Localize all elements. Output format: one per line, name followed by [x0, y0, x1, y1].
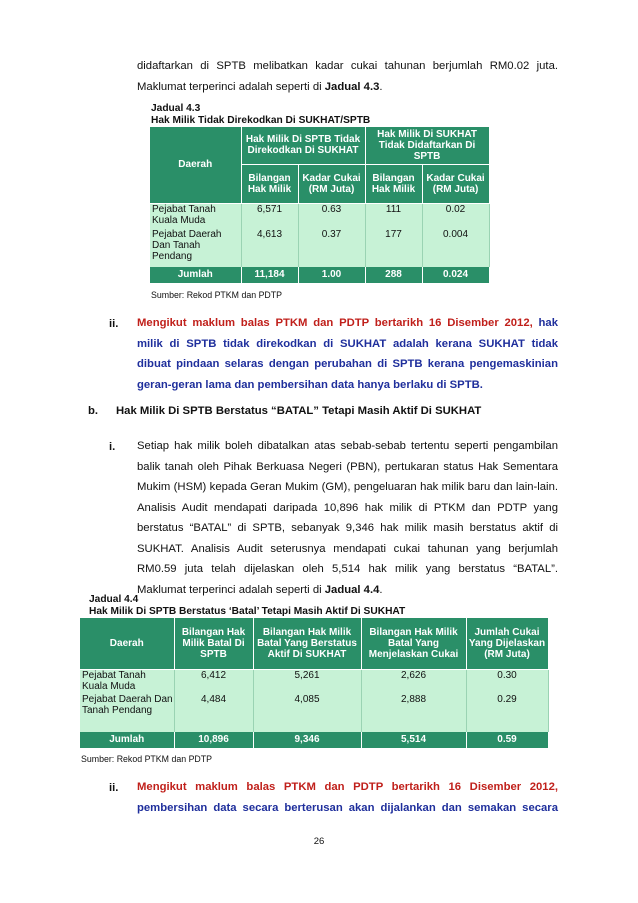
cell-value: 111: [365, 203, 422, 229]
intro-paragraph: [137, 56, 558, 97]
section-b-title: Hak Milik Di SPTB Berstatus “BATAL” Tetapi Masih Aktif Di SUKHAT: [116, 405, 482, 417]
cell-value: 6,571: [241, 203, 298, 229]
cell-value: 6,412: [174, 669, 253, 694]
item-ii-paragraph: [137, 313, 558, 395]
item-ii-marker: ii.: [109, 318, 119, 330]
total-value: 0.024: [422, 267, 489, 283]
cell-value: 2,626: [361, 669, 466, 694]
cell-daerah: Pejabat Daerah Dan Tanah Pendang: [150, 229, 241, 267]
table-4-4-title: Hak Milik Di SPTB Berstatus ‘Batal’ Tetapi Masih Aktif Di SUKHAT: [89, 606, 406, 617]
total-value: 10,896: [174, 732, 253, 748]
header-col-1: Bilangan Hak Milik Batal Di SPTB: [174, 618, 253, 669]
header-kadar-2: Kadar Cukai (RM Juta): [422, 164, 489, 203]
intro-line-2: Maklumat terperinci adalah seperti di Jadual 4.3.: [137, 80, 383, 93]
header-bilangan-2: Bilangan Hak Milik: [365, 164, 422, 203]
table-row: [150, 203, 489, 229]
table-ref-4-4[interactable]: Jadual 4.4: [324, 583, 380, 596]
table-4-3-caption: [151, 103, 370, 127]
item-i-paragraph: Setiap hak milik boleh dibatalkan atas sebab-sebab tertentu seperti pengambilan balik tanah oleh Pihak Berkuasa Negeri (PBN), pertukaran status Hak Sementara Mukim (HSM) kepada Geran Mukim (GM), pengeluaran hak milik baru dan lain-lain. Analisis Audit mendapati daripada 10,896 hak milik di PTKM dan PDTP yang berstatus “BATAL” di SPTB, sebanyak 9,346 hak milik masih berstatus aktif di SUKHAT. Analisis Audit seterusnya mendapati cukai tahunan yang berjumlah RM0.59 juta telah dijelaskan oleh 5,514 hak milik yang berstatus “BATAL”. Maklumat terperinci adalah seperti di Jadual 4.4.: [137, 440, 558, 596]
total-value: 5,514: [361, 732, 466, 748]
header-col-4: Jumlah Cukai Yang Dijelaskan (RM Juta): [466, 618, 548, 669]
total-value: 0.59: [466, 732, 548, 748]
cell-daerah: Pejabat Daerah Dan Tanah Pendang: [80, 694, 174, 732]
total-value: 11,184: [241, 267, 298, 283]
cell-value: 0.02: [422, 203, 489, 229]
header-daerah: Daerah: [150, 127, 241, 203]
item-ii-response: Mengikut maklum balas PTKM dan PDTP bertarikh 16 Disember 2012,: [137, 781, 558, 793]
cell-value: 4,613: [241, 229, 298, 267]
header-col-3: Bilangan Hak Milik Batal Yang Menjelaskan Cukai: [361, 618, 466, 669]
table-4-4: [80, 618, 549, 749]
page-number: 26: [313, 836, 325, 847]
intro-line-1: didaftarkan di SPTB melibatkan kadar cukai tahunan berjumlah RM0.02 juta.: [137, 60, 558, 72]
header-group-sukhat: Hak Milik Di SUKHAT Tidak Didaftarkan Di SPTB: [365, 127, 489, 164]
cell-value: 0.004: [422, 229, 489, 267]
cell-value: 2,888: [361, 694, 466, 732]
header-bilangan-1: Bilangan Hak Milik: [241, 164, 298, 203]
item-ii-finding: hak milik di SPTB tidak direkodkan di SUKHAT adalah kerana SUKHAT tidak dibuat pindaan selaras dengan perubahan di SPTB kerana pengemaskinian geran-geran lama dan pembersihan data hanya berlaku di SPTB.: [137, 317, 558, 391]
table-ref-4-3[interactable]: Jadual 4.3: [324, 80, 380, 93]
table-row: [80, 694, 548, 732]
table-4-4-number: Jadual 4.4: [89, 594, 139, 605]
table-4-3: [150, 127, 490, 284]
header-daerah: Daerah: [80, 618, 174, 669]
table-row: [80, 669, 548, 694]
header-col-2: Bilangan Hak Milik Batal Yang Berstatus Aktif Di SUKHAT: [253, 618, 361, 669]
total-value: 9,346: [253, 732, 361, 748]
table-total-row: [150, 267, 489, 283]
item-ii-paragraph: [137, 777, 558, 818]
cell-value: 0.63: [298, 203, 365, 229]
total-value: 1.00: [298, 267, 365, 283]
header-kadar-1: Kadar Cukai (RM Juta): [298, 164, 365, 203]
cell-value: 177: [365, 229, 422, 267]
cell-daerah: Pejabat Tanah Kuala Muda: [150, 203, 241, 229]
table-4-4-source: Sumber: Rekod PTKM dan PDTP: [81, 754, 213, 764]
item-ii-marker: ii.: [109, 782, 119, 794]
header-group-sptb: Hak Milik Di SPTB Tidak Direkodkan Di SUKHAT: [241, 127, 365, 164]
item-ii-response: Mengikut maklum balas PTKM dan PDTP bertarikh 16 Disember 2012,: [137, 317, 539, 329]
item-ii-finding: pembersihan data secara berterusan akan dijalankan dan semakan secara: [137, 801, 558, 814]
cell-value: 5,261: [253, 669, 361, 694]
table-4-3-number: Jadual 4.3: [151, 103, 201, 114]
cell-value: 0.30: [466, 669, 548, 694]
cell-value: 4,085: [253, 694, 361, 732]
section-b-marker: b.: [88, 405, 99, 417]
total-label: Jumlah: [150, 267, 241, 283]
total-value: 288: [365, 267, 422, 283]
cell-value: 0.29: [466, 694, 548, 732]
cell-value: 4,484: [174, 694, 253, 732]
table-4-3-title: Hak Milik Tidak Direkodkan Di SUKHAT/SPTB: [151, 115, 371, 126]
total-label: Jumlah: [80, 732, 174, 748]
table-4-3-source: Sumber: Rekod PTKM dan PDTP: [151, 290, 283, 300]
item-i-marker: i.: [109, 441, 116, 453]
table-total-row: [80, 732, 548, 748]
cell-daerah: Pejabat Tanah Kuala Muda: [80, 669, 174, 694]
table-row: [150, 229, 489, 267]
table-4-4-caption: [89, 594, 405, 618]
cell-value: 0.37: [298, 229, 365, 267]
